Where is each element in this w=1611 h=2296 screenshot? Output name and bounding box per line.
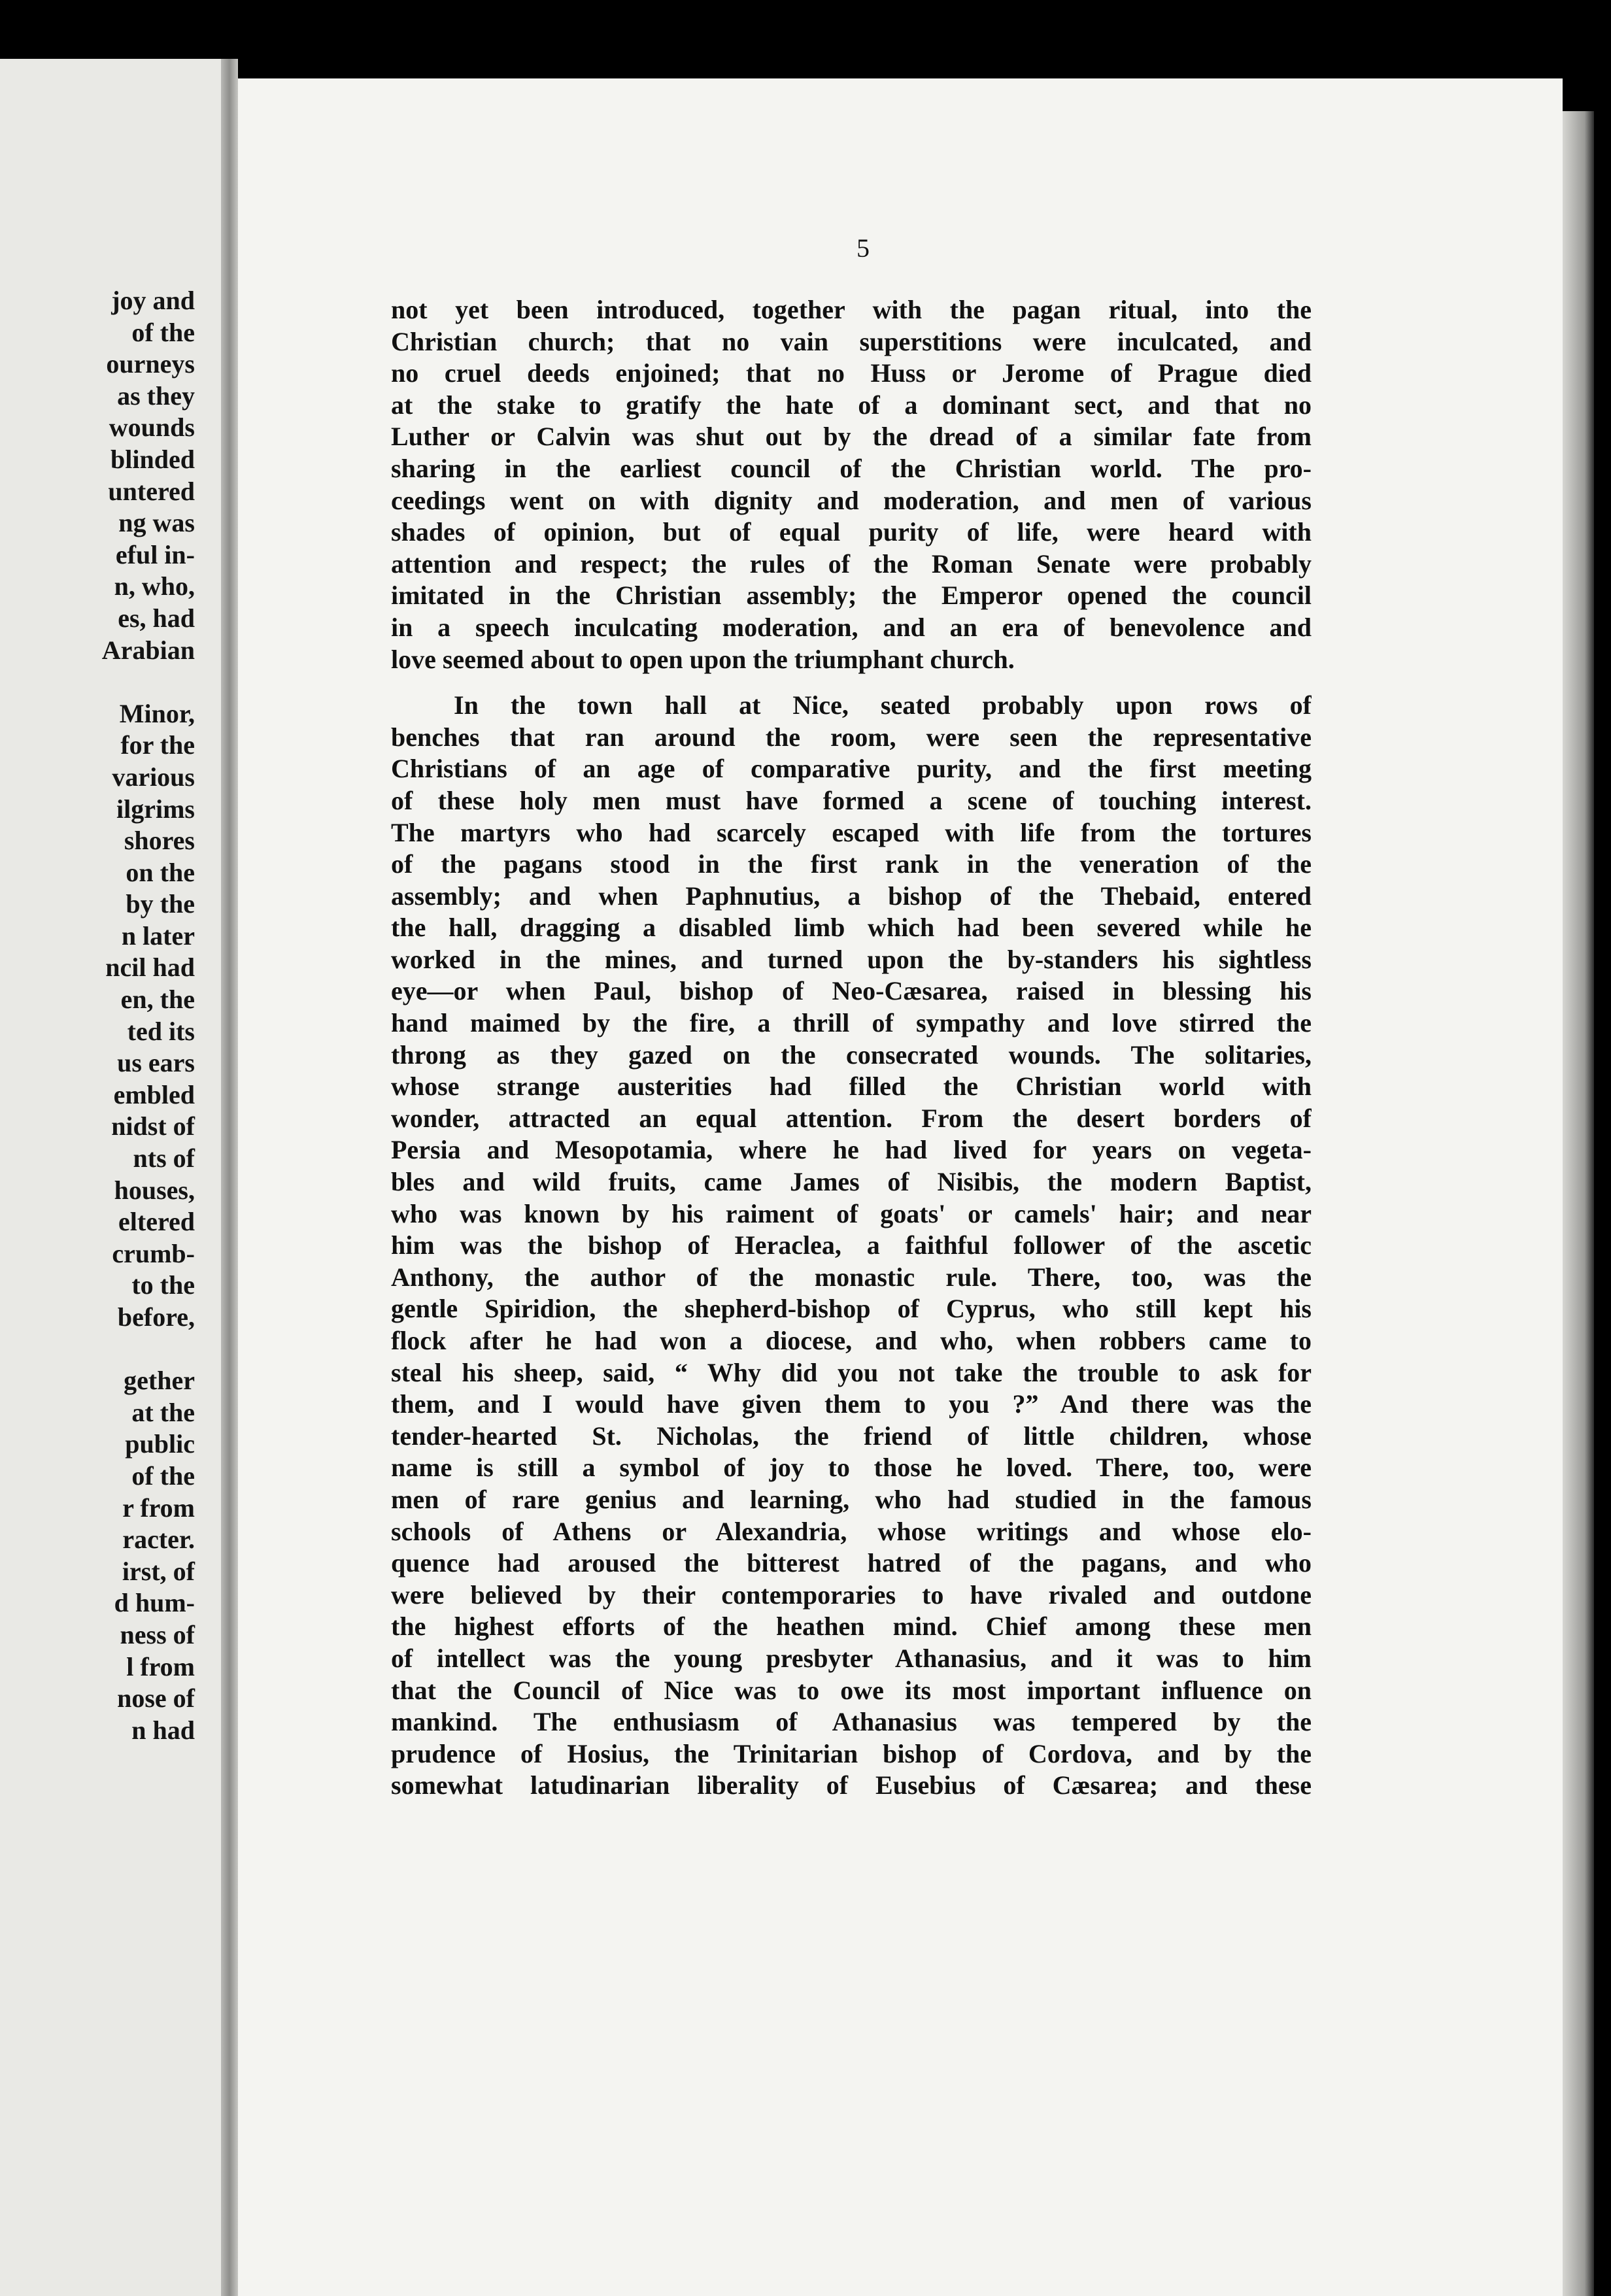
left-text-line: ncil had: [105, 953, 195, 983]
text-line: whose strange austerities had filled the Christian world with: [391, 1072, 1312, 1102]
text-line: eye—or when Paul, bishop of Neo-Cæsarea, raised in blessing his: [391, 976, 1312, 1006]
left-text-line: ted its: [127, 1016, 195, 1046]
text-line: that the Council of Nice was to owe its most important influence on: [391, 1675, 1312, 1705]
text-line: him was the bishop of Heraclea, a faithful follower of the ascetic: [391, 1230, 1312, 1260]
left-text-line: of the: [131, 317, 195, 347]
book-gutter: [221, 59, 238, 2296]
text-line: hand maimed by the fire, a thrill of sympathy and love stirred the: [391, 1008, 1312, 1038]
text-line: of the pagans stood in the first rank in the veneration of the: [391, 849, 1312, 879]
left-text-line: Minor,: [119, 698, 195, 728]
left-text-line: shores: [124, 826, 195, 856]
text-line: somewhat latudinarian liberality of Eusebius of Cæsarea; and these: [391, 1770, 1312, 1800]
left-text-line: various: [112, 762, 195, 792]
text-line: shades of opinion, but of equal purity of life, were heard with: [391, 517, 1312, 547]
text-line: name is still a symbol of joy to those he loved. There, too, were: [391, 1453, 1312, 1483]
left-text-line: public: [125, 1429, 195, 1459]
left-text-line: as they: [117, 380, 195, 411]
left-text-line: ness of: [120, 1619, 195, 1649]
text-line: were believed by their contemporaries to have rivaled and outdone: [391, 1579, 1312, 1610]
paragraph-2: [391, 690, 1312, 1802]
left-text-line: racter.: [122, 1525, 195, 1555]
body-text: [391, 294, 1312, 1802]
left-text-line: before,: [117, 1302, 195, 1332]
text-line: Luther or Calvin was shut out by the dread of a similar fate from: [391, 422, 1312, 452]
text-line: The martyrs who had scarcely escaped with life from the tortures: [391, 817, 1312, 847]
text-line: Christians of an age of comparative purity, and the first meeting: [391, 754, 1312, 784]
left-text-line: ourneys: [106, 349, 195, 379]
left-text-line: d hum-: [114, 1588, 195, 1618]
text-line: steal his sheep, said, “ Why did you not take the trouble to ask for: [391, 1357, 1312, 1387]
left-text-line: houses,: [114, 1175, 195, 1205]
left-text-line: of the: [131, 1460, 195, 1491]
text-line: the highest efforts of the heathen mind. Chief among these men: [391, 1612, 1312, 1642]
text-line: imitated in the Christian assembly; the Emperor opened the council: [391, 581, 1312, 611]
text-line: in a speech inculcating moderation, and an era of benevolence and: [391, 612, 1312, 642]
paragraph-gap: [391, 675, 1312, 690]
text-line: no cruel deeds enjoined; that no Huss or Jerome of Prague died: [391, 358, 1312, 388]
left-text-line: crumb-: [112, 1238, 195, 1268]
text-line: attention and respect; the rules of the Roman Senate were probably: [391, 549, 1312, 579]
left-text-line: n, who,: [114, 571, 195, 601]
left-text-line: us ears: [117, 1048, 195, 1078]
left-text-line: n had: [131, 1715, 195, 1745]
left-text-line: ilgrims: [116, 794, 195, 824]
left-text-line: [102, 1334, 195, 1366]
left-text-line: ng was: [118, 508, 195, 538]
text-line: quence had aroused the bitterest hatred of the pagans, and who: [391, 1548, 1312, 1578]
text-line: Persia and Mesopotamia, where he had lived for years on vegeta-: [391, 1135, 1312, 1165]
text-line: assembly; and when Paphnutius, a bishop of the Thebaid, entered: [391, 881, 1312, 911]
page-number: 5: [856, 233, 870, 263]
left-text-line: at the: [131, 1397, 195, 1427]
left-text-line: to the: [131, 1270, 195, 1300]
text-line: who was known by his raiment of goats' or camels' hair; and near: [391, 1198, 1312, 1228]
left-text-line: nose of: [117, 1683, 195, 1714]
left-text-line: untered: [108, 476, 195, 506]
text-line: at the stake to gratify the hate of a dominant sect, and that no: [391, 390, 1312, 420]
left-text-line: eful in-: [115, 539, 195, 569]
left-text-line: embled: [113, 1079, 195, 1109]
left-text-line: Arabian: [101, 635, 195, 665]
left-text-line: eltered: [118, 1207, 195, 1237]
text-line: worked in the mines, and turned upon the by-standers his sightless: [391, 944, 1312, 974]
text-line: bles and wild fruits, came James of Nisibis, the modern Baptist,: [391, 1167, 1312, 1197]
left-text-line: by the: [126, 889, 195, 919]
text-line: wonder, attracted an equal attention. From the desert borders of: [391, 1103, 1312, 1133]
text-line: men of rare genius and learning, who had studied in the famous: [391, 1484, 1312, 1514]
text-line: love seemed about to open upon the triumphant church.: [391, 644, 1015, 674]
text-line: mankind. The enthusiasm of Athanasius was tempered by the: [391, 1707, 1312, 1737]
text-line: In the town hall at Nice, seated probably upon rows of: [454, 690, 1312, 720]
paragraph-1: [391, 294, 1312, 675]
left-text-line: r from: [122, 1493, 195, 1523]
text-line: benches that ran around the room, were seen the representative: [391, 722, 1312, 752]
left-text-line: en, the: [120, 985, 195, 1015]
left-text-line: for the: [120, 730, 195, 760]
left-text-line: nidst of: [111, 1111, 195, 1141]
left-text-line: nts of: [133, 1143, 195, 1173]
left-text-line: wounds: [109, 413, 195, 443]
text-line: sharing in the earliest council of the Christian world. The pro-: [391, 453, 1312, 483]
text-line: throng as they gazed on the consecrated wounds. The solitaries,: [391, 1039, 1312, 1070]
text-line: prudence of Hosius, the Trinitarian bishop of Cordova, and by the: [391, 1738, 1312, 1768]
text-line: schools of Athens or Alexandria, whose writings and whose elo-: [391, 1516, 1312, 1546]
page-edge-shadow: [1563, 111, 1594, 2296]
left-text-line: es, had: [118, 603, 195, 633]
text-line: flock after he had won a diocese, and who, when robbers came to: [391, 1326, 1312, 1355]
left-text-line: n later: [121, 920, 195, 951]
text-line: gentle Spiridion, the shepherd-bishop of Cyprus, who still kept his: [391, 1294, 1312, 1324]
text-line: of these holy men must have formed a scene of touching interest.: [391, 785, 1312, 815]
left-text-line: irst, of: [122, 1556, 195, 1586]
left-text-line: [102, 666, 195, 698]
text-line: Anthony, the author of the monastic rule. There, too, was the: [391, 1262, 1312, 1292]
left-text-line: l from: [126, 1651, 195, 1681]
text-line: of intellect was the young presbyter Athanasius, and it was to him: [391, 1643, 1312, 1673]
left-text-line: on the: [126, 857, 195, 887]
text-line: ceedings went on with dignity and moderation, and men of various: [391, 485, 1312, 515]
text-line: them, and I would have given them to you ?” And there was the: [391, 1389, 1312, 1419]
left-text-line: blinded: [110, 444, 195, 474]
text-line: the hall, dragging a disabled limb which had been severed while he: [391, 913, 1312, 943]
text-line: Christian church; that no vain superstitions were inculcated, and: [391, 326, 1312, 356]
left-text-line: joy and: [111, 286, 195, 315]
text-line: tender-hearted St. Nicholas, the friend of little children, whose: [391, 1421, 1312, 1451]
left-page-fragment: [0, 59, 221, 2296]
left-text-line: gether: [124, 1366, 195, 1396]
left-page-text: [102, 285, 195, 1746]
text-line: not yet been introduced, together with the pagan ritual, into the: [391, 295, 1312, 324]
